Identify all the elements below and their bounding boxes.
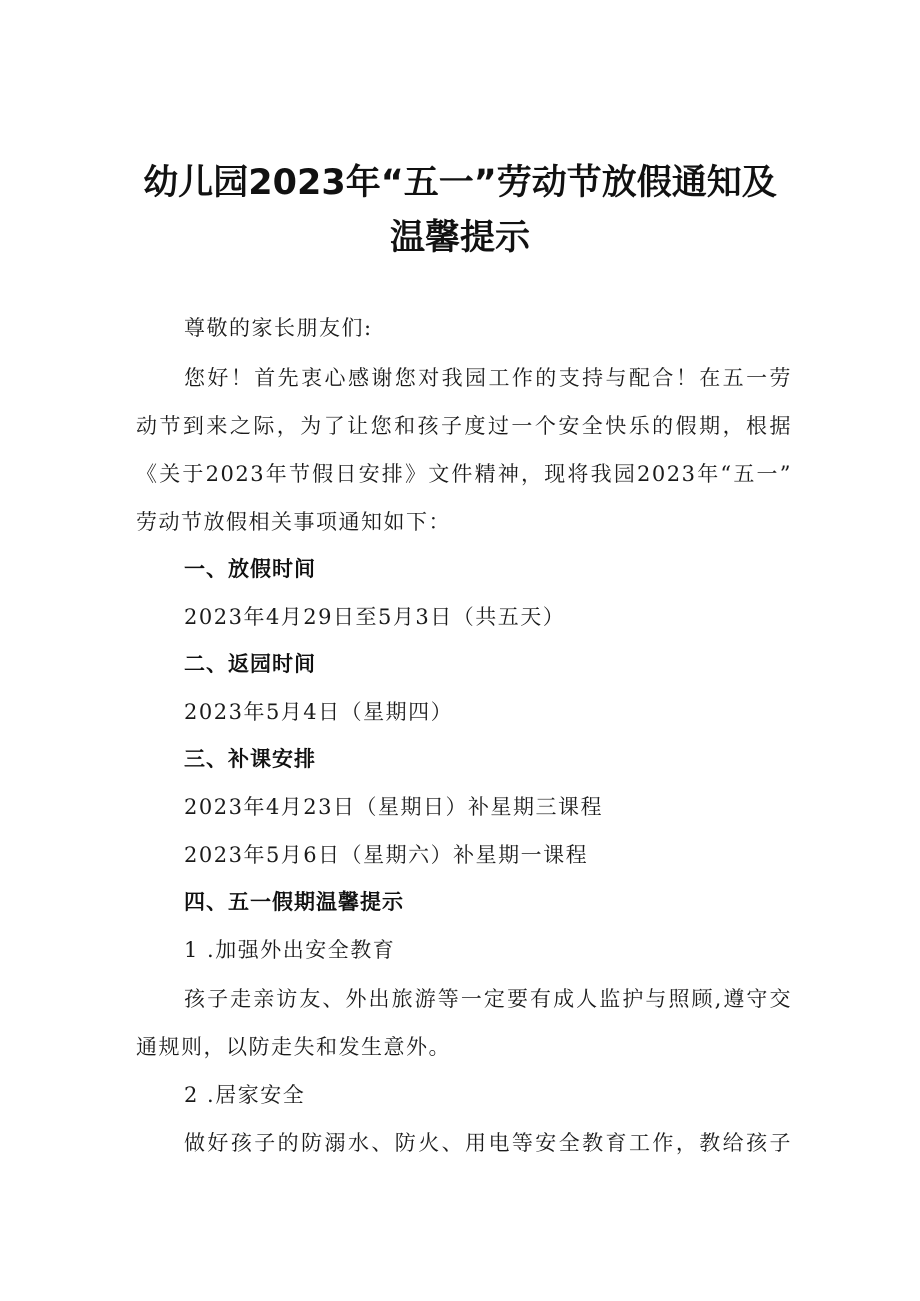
section-2-heading: 二、返园时间: [184, 652, 316, 676]
document-title-line-1: 幼儿园2023年“五一”劳动节放假通知及: [143, 163, 777, 203]
tip-1-line-2: 通规则，以防走失和发生意外。: [136, 1035, 451, 1059]
section-3-heading: 三、补课安排: [184, 747, 316, 771]
greeting: 尊敬的家长朋友们:: [184, 316, 373, 340]
intro-line-2: 动节到来之际，为了让您和孩子度过一个安全快乐的假期，根据: [136, 414, 792, 438]
section-4-heading: 四、五一假期温馨提示: [184, 890, 404, 914]
section-3-item-2: 2023年5月6日（星期六）补星期一课程: [184, 843, 589, 867]
intro-line-3: 《关于2023年节假日安排》文件精神，现将我园2023年“五一”: [136, 462, 792, 486]
tip-1-title: 1 .加强外出安全教育: [184, 938, 396, 962]
section-1-text: 2023年4月29日至5月3日（共五天）: [184, 605, 566, 629]
tip-1-line-1: 孩子走亲访友、外出旅游等一定要有成人监护与照顾,遵守交: [184, 987, 792, 1011]
section-2-text: 2023年5月4日（星期四）: [184, 700, 454, 724]
intro-line-1: 您好！首先衷心感谢您对我园工作的支持与配合！在五一劳: [184, 366, 792, 390]
section-3-item-1: 2023年4月23日（星期日）补星期三课程: [184, 795, 604, 819]
section-1-heading: 一、放假时间: [184, 557, 316, 581]
tip-2-line-1: 做好孩子的防溺水、防火、用电等安全教育工作，教给孩子: [184, 1131, 792, 1155]
intro-line-4: 劳动节放假相关事项通知如下：: [136, 510, 451, 534]
document-title-line-2: 温馨提示: [389, 218, 530, 258]
tip-2-title: 2 .居家安全: [184, 1083, 306, 1107]
